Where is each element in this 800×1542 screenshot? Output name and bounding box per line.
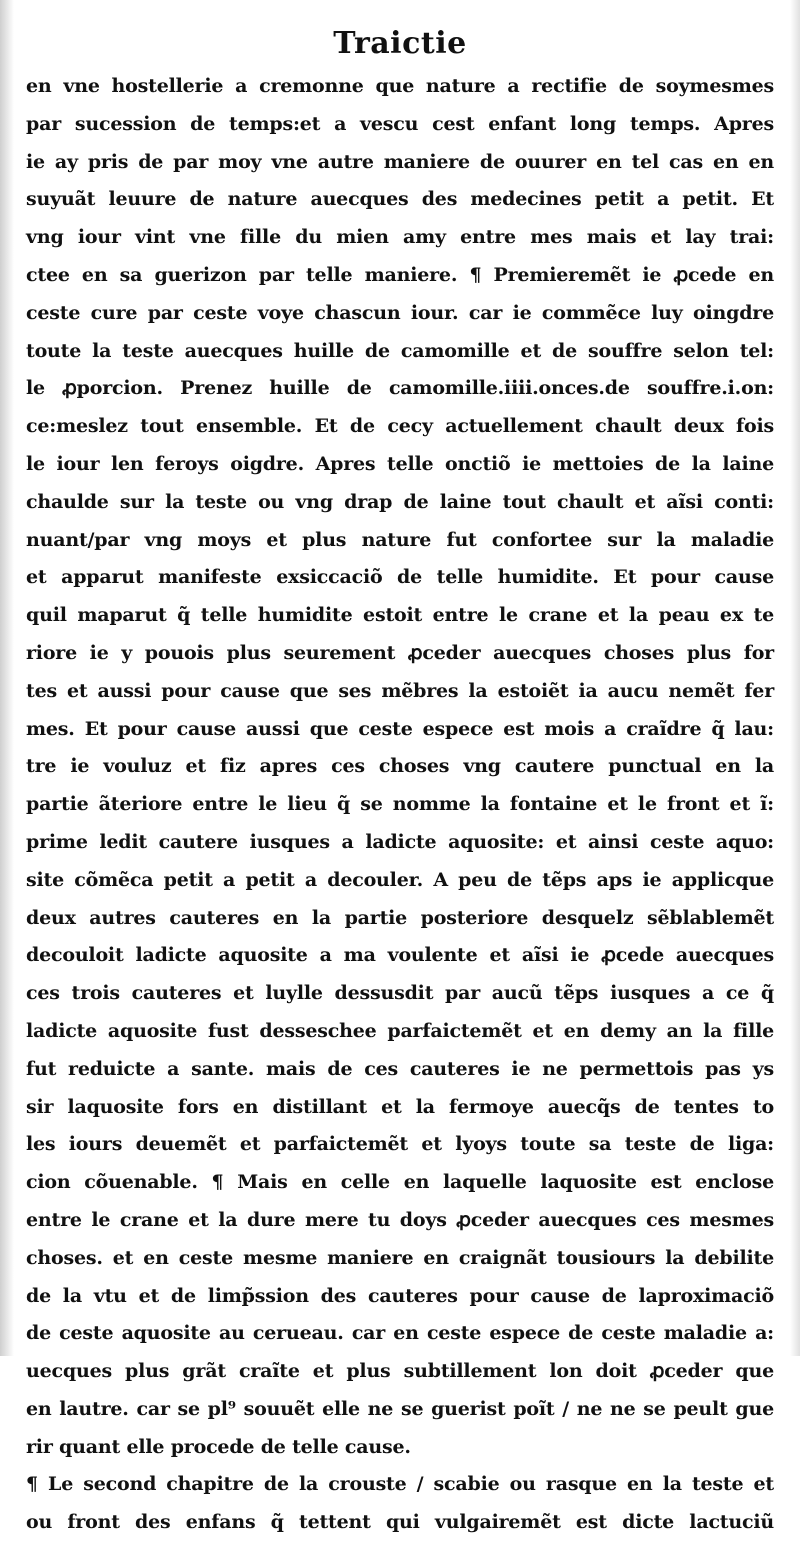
text-line: mes. Et pour cause aussi que ceste espece est mois a craĩdre q̃ lau: [26, 717, 774, 740]
text-line: tes et aussi pour cause que ses mẽbres la estoiẽt ia aucu nemẽt fer [26, 679, 774, 702]
chapter-heading-line: ou front des enfans q̃ tettent qui vulgairemẽt est dicte lactuciũ [26, 1511, 774, 1534]
text-line: de ceste aquosite au cerueau. car en ceste espece de ceste maladie a: [26, 1322, 774, 1345]
text-line: les iours deuemẽt et parfaictemẽt et lyoys toute sa teste de liga: [26, 1133, 774, 1156]
text-line: en vne hostellerie a cremonne que nature a rectifie de soymesmes [26, 75, 774, 97]
page-edge-shadow [790, 0, 800, 1356]
running-head: Traictie [333, 26, 467, 61]
text-line: chaulde sur la teste ou vng drap de laine tout chault et aĩsi conti: [26, 490, 774, 513]
text-line: decouloit ladicte aquosite a ma voulente et aĩsi ie ꝓcede auecques [26, 944, 774, 967]
text-line: deux autres cauteres en la partie posteriore desquelz sẽblablemẽt [26, 906, 774, 929]
text-line: tre ie vouluz et fiz apres ces choses vng cautere punctual en la [26, 755, 774, 778]
text-body [26, 68, 774, 1542]
text-line: suyuãt leuure de nature auecques des medecines petit a petit. Et [26, 188, 774, 211]
text-line: ctee en sa guerizon par telle maniere. ¶ Premieremẽt ie ꝓcede en [26, 263, 774, 286]
text-line: uecques plus grãt craĩte et plus subtillement lon doit ꝓceder que [26, 1360, 774, 1383]
text-line: le iour len feroys oigdre. Apres telle onctiõ ie mettoies de la laine [26, 452, 774, 475]
text-line: fut reduicte a sante. mais de ces cauteres ie ne permettois pas ys [26, 1057, 774, 1080]
text-line: ladicte aquosite fust desseschee parfaictemẽt et en demy an la fille [26, 1019, 774, 1042]
text-line: ie ay pris de par moy vne autre maniere de ouurer en tel cas en en [26, 150, 774, 173]
text-line: de la vtu et de limp̃ssion des cauteres pour cause de laproximaciõ [26, 1284, 774, 1307]
text-line: en lautre. car se pl⁹ souuẽt elle ne se guerist poĩt / ne ne se peult gue [26, 1397, 774, 1420]
text-line: par sucession de temps:et a vescu cest enfant long temps. Apres [26, 112, 774, 135]
text-line: vng iour vint vne fille du mien amy entre mes mais et lay trai: [26, 226, 774, 249]
text-line: ceste cure par ceste voye chascun iour. car ie commẽce luy oingdre [26, 301, 774, 324]
text-line: nuant/par vng moys et plus nature fut confortee sur la maladie [26, 528, 774, 551]
text-line: riore ie y pouois plus seurement ꝓceder auecques choses plus for [26, 641, 774, 664]
chapter-heading-line: ¶ Le second chapitre de la crouste / scabie ou rasque en la teste et [26, 1473, 774, 1496]
text-line: choses. et en ceste mesme maniere en craignãt tousiours la debilite [26, 1246, 774, 1269]
text-line: et apparut manifeste exsiccaciõ de telle humidite. Et pour cause [26, 566, 774, 589]
text-line: partie ãteriore entre le lieu q̃ se nomme la fontaine et le front et ĩ: [26, 793, 774, 816]
text-line-last: rir quant elle procede de telle cause. [26, 1435, 411, 1458]
text-line: quil maparut q̃ telle humidite estoit entre le crane et la peau ex te [26, 604, 774, 627]
text-line: site cõmẽca petit a petit a decouler. A peu de tẽps aps ie applicque [26, 868, 774, 891]
text-line: entre le crane et la dure mere tu doys ꝓceder auecques ces mesmes [26, 1208, 774, 1231]
text-line: cion cõuenable. ¶ Mais en celle en laquelle laquosite est enclose [26, 1171, 774, 1194]
text-line: toute la teste auecques huille de camomille et de souffre selon tel: [26, 339, 774, 362]
text-line: ces trois cauteres et luylle dessusdit par aucũ tẽps iusques a ce q̃ [26, 982, 774, 1005]
page-gutter-shadow [0, 0, 14, 1356]
text-line: le ꝓporcion. Prenez huille de camomille.iiii.onces.de souffre.i.on: [26, 377, 774, 400]
text-line: ce:meslez tout ensemble. Et de cecy actuellement chault deux fois [26, 415, 774, 438]
text-line: sir laquosite fors en distillant et la fermoye auecq̃s de tentes to [26, 1095, 774, 1118]
text-line: prime ledit cautere iusques a ladicte aquosite: et ainsi ceste aquo: [26, 830, 774, 853]
